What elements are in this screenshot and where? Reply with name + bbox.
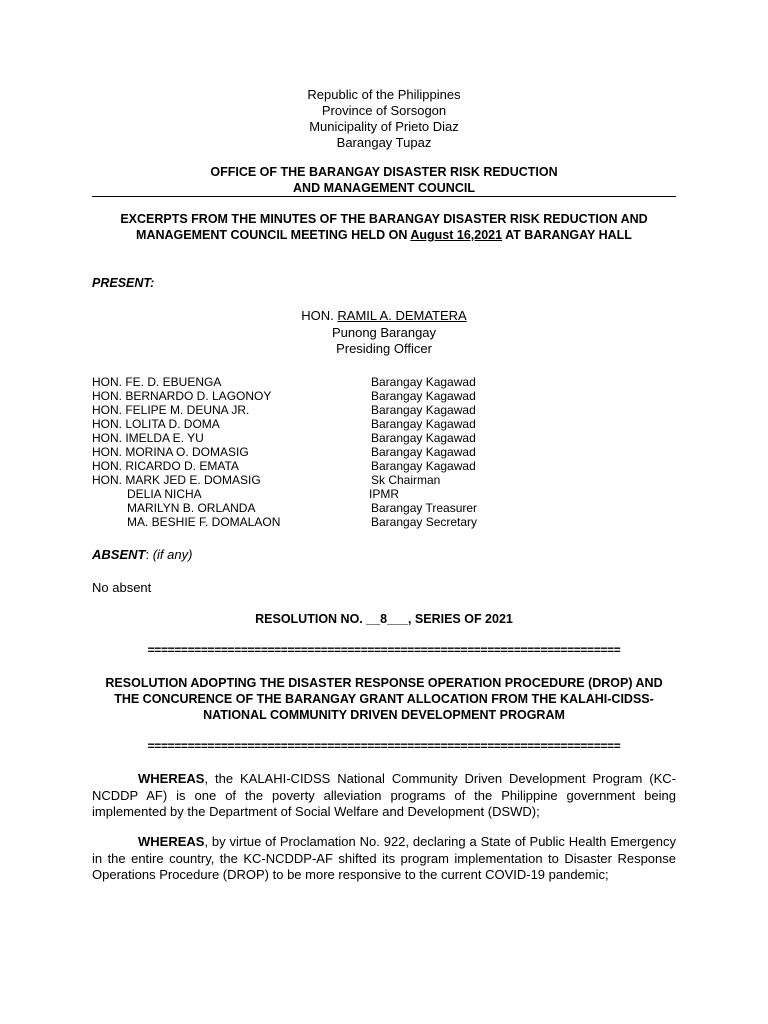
member-name: DELIA NICHA (127, 487, 202, 501)
meeting-date: August 16,2021 (410, 228, 503, 242)
member-position: Sk Chairman (371, 473, 441, 487)
separator-line: ======================================================================= (147, 739, 621, 753)
member-name: HON. FE. D. EBUENGA (92, 375, 222, 389)
presiding-position: Punong Barangay (331, 324, 437, 340)
horizontal-rule (92, 196, 676, 197)
letterhead-line: Barangay Tupaz (336, 135, 432, 150)
member-name: HON. LOLITA D. DOMA (92, 417, 220, 431)
excerpts-prefix: EXCERPTS FROM THE MINUTES OF THE BARANGAY DISASTER RISK REDUCTION AND MANAGEMENT COUNCIL MEETING HELD ON (120, 212, 648, 242)
member-position: Barangay Kagawad (371, 431, 476, 445)
member-name: HON. MARK JED E. DOMASIG (92, 473, 261, 487)
excerpts-suffix: AT BARANGAY HALL (502, 228, 632, 242)
whereas-text: , the KALAHI-CIDSS National Community Driven Development Program (KC-NCDDP AF) is one of the poverty alleviation programs of the Philippine government being implemented by the Department of Social Welfare and Development (DSWD); (92, 771, 676, 819)
presiding-officer-block (0, 308, 768, 358)
resolution-number: RESOLUTION NO. __8___, SERIES OF 2021 (255, 612, 513, 626)
presiding-role: Presiding Officer (336, 341, 432, 356)
presiding-hon: HON. (301, 308, 338, 323)
member-position: IPMR (369, 487, 399, 501)
member-name: HON. IMELDA E. YU (92, 431, 204, 445)
letterhead (0, 87, 768, 151)
absent-value: No absent (92, 580, 152, 595)
letterhead-line: Republic of the Philippines (307, 87, 461, 102)
member-position: Barangay Kagawad (371, 417, 476, 431)
member-name: HON. FELIPE M. DEUNA JR. (92, 403, 250, 417)
member-name: HON. RICARDO D. EMATA (92, 459, 239, 473)
whereas-lead: WHEREAS (138, 834, 205, 849)
absent-note: (if any) (152, 547, 193, 562)
member-name: HON. BERNARDO D. LAGONOY (92, 389, 272, 403)
member-position: Barangay Kagawad (371, 445, 476, 459)
present-label: PRESENT: (92, 276, 155, 290)
member-position: Barangay Kagawad (371, 459, 476, 473)
office-title (0, 165, 768, 196)
whereas-text: , by virtue of Proclamation No. 922, declaring a State of Public Health Emergency in the entire country, the KC-NCDDP-AF shifted its program implementation to Disaster Response Operations Procedure (DROP) to be more responsive to the current COVID-19 pandemic; (92, 834, 676, 882)
absent-label: ABSENT (92, 547, 146, 562)
presiding-name: RAMIL A. DEMATERA (337, 308, 467, 323)
office-title-line: OFFICE OF THE BARANGAY DISASTER RISK REDUCTION (210, 165, 558, 179)
office-title-line: AND MANAGEMENT COUNCIL (293, 180, 475, 195)
member-position: Barangay Kagawad (371, 389, 476, 403)
member-position: Barangay Kagawad (371, 403, 476, 417)
letterhead-line: Province of Sorsogon (321, 103, 447, 118)
whereas-lead: WHEREAS (138, 771, 205, 786)
member-name: HON. MORINA O. DOMASIG (92, 445, 249, 459)
excerpts-heading (92, 211, 676, 243)
resolution-title: RESOLUTION ADOPTING THE DISASTER RESPONSE OPERATION PROCEDURE (DROP) AND THE CONCURENCE OF THE BARANGAY GRANT ALLOCATION FROM THE KALAHI-CIDSS-NATIONAL COMMUNITY DRIVEN DEVELOPMENT PROGRAM (105, 676, 663, 722)
member-name: MARILYN B. ORLANDA (127, 501, 256, 515)
absent-colon: : (145, 547, 153, 562)
member-position: Barangay Treasurer (371, 501, 478, 515)
member-position: Barangay Secretary (371, 515, 478, 529)
member-name: MA. BESHIE F. DOMALAON (127, 515, 281, 529)
absent-line (92, 547, 192, 562)
whereas-paragraph (92, 771, 676, 821)
letterhead-line: Municipality of Prieto Diaz (309, 119, 459, 134)
member-position: Barangay Kagawad (371, 375, 476, 389)
separator-line: ======================================================================= (147, 643, 621, 657)
presiding-name-line (0, 308, 768, 325)
whereas-paragraph (92, 834, 676, 884)
